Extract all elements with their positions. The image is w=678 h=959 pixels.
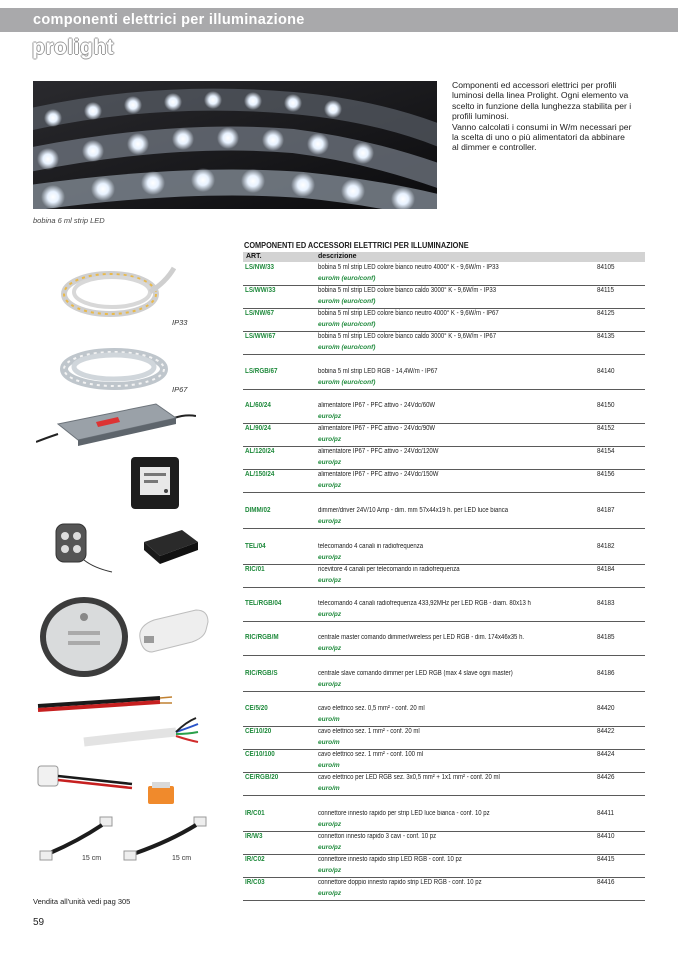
price-unit: euro/pz: [318, 611, 342, 618]
item-number: 84125: [597, 310, 615, 317]
price-unit: euro/pz: [318, 890, 342, 897]
column-header-art: ART.: [246, 253, 262, 260]
item-number: 84115: [597, 287, 615, 294]
column-header-description: descrizione: [318, 253, 357, 260]
price-unit: euro/m (euro/conf): [318, 344, 376, 351]
table-row: [243, 505, 645, 529]
description: cavo elettrico sez. 0,5 mm² - conf. 20 ml: [318, 705, 425, 712]
item-number: 84182: [597, 543, 615, 550]
table-row: [243, 400, 645, 424]
price-unit: euro/pz: [318, 577, 342, 584]
price-unit: euro/pz: [318, 413, 342, 420]
hero-caption: bobina 6 ml strip LED: [33, 216, 105, 225]
item-number: 84184: [597, 566, 615, 573]
table-row: [243, 446, 645, 470]
footer-note: Vendita all'unità vedi pag 305: [33, 897, 131, 906]
article-code: CE/5/20: [245, 705, 268, 712]
intro-paragraph-1: Componenti ed accessori elettrici per profili luminosi della linea Prolight. Ogni elemento va scelto in funzione della lunghezza stabilita per i profili luminosi.: [452, 80, 632, 122]
description: alimentatore IP67 - PFC attivo - 24Vdc/60W: [318, 402, 436, 409]
article-code: AL/150/24: [245, 471, 275, 478]
receiver-image: [140, 526, 202, 571]
price-unit: euro/pz: [318, 482, 342, 489]
table-row: [243, 262, 645, 286]
brand-name: prolight: [32, 36, 115, 59]
item-number: 84424: [597, 751, 615, 758]
article-code: IR/C01: [245, 810, 265, 817]
quick-connector-image: [36, 760, 186, 815]
description: telecomando 4 canali in radiofrequenza: [318, 543, 424, 550]
item-number: 84410: [597, 833, 615, 840]
article-code: LS/NW/67: [245, 310, 275, 317]
item-number: 84135: [597, 333, 615, 340]
length-label-2: 15 cm: [172, 855, 192, 862]
description: connettore doppio innesto rapido strip LED RGB - conf. 10 pz: [318, 879, 482, 886]
item-number: 84186: [597, 670, 615, 677]
table-row: [243, 772, 645, 796]
table-row: [243, 726, 645, 750]
item-number: 84422: [597, 728, 615, 735]
description: bobina 5 ml strip LED colore bianco caldo 3000° K - 9,6W/m - IP67: [318, 333, 497, 340]
article-code: AL/60/24: [245, 402, 271, 409]
article-code: CE/10/100: [245, 751, 275, 758]
remote-control-image: [54, 522, 114, 579]
intro-paragraph-2: Vanno calcolati i consumi in W/m necessari per la scelta di uno o più alimentatori da abbinare al dimmer e controller.: [452, 121, 632, 153]
article-code: RIC/01: [245, 566, 265, 573]
power-supply-image: [36, 400, 196, 455]
item-number: 84426: [597, 774, 615, 781]
description: bobina 5 ml strip LED colore bianco neutro 4000° K - 9,6W/m - IP67: [318, 310, 499, 317]
article-code: AL/120/24: [245, 448, 275, 455]
table-row: [243, 598, 645, 622]
table-row: [243, 285, 645, 309]
article-code: LS/RGB/67: [245, 368, 278, 375]
description: cavo elettrico sez. 1 mm² - conf. 20 ml: [318, 728, 420, 735]
description: telecomando 4 canali radiofrequenza 433,92MHz per LED RGB - diam. 80x13 h: [318, 600, 531, 607]
item-number: 84411: [597, 810, 615, 817]
price-unit: euro/pz: [318, 867, 342, 874]
description: alimentatore IP67 - PFC attivo - 24Vdc/150W: [318, 471, 439, 478]
description: bobina 5 ml strip LED colore bianco neutro 4000° K - 9,6W/m - IP33: [318, 264, 499, 271]
article-code: LS/WW/67: [245, 333, 276, 340]
price-unit: euro/m: [318, 762, 340, 769]
article-code: LS/NW/33: [245, 264, 275, 271]
table-row: [243, 668, 645, 692]
connector-cable-15cm-2-image: [120, 815, 210, 870]
price-unit: euro/pz: [318, 518, 342, 525]
label-ip67: IP67: [172, 385, 188, 394]
hero-photo-led-strip: [33, 81, 437, 209]
article-code: IR/W3: [245, 833, 263, 840]
item-number: 84105: [597, 264, 615, 271]
item-number: 84185: [597, 634, 615, 641]
price-unit: euro/m (euro/conf): [318, 298, 376, 305]
table-row: [243, 308, 645, 332]
description: dimmer/driver 24V/10 Amp - dim. mm 57x44x19 h. per LED luce bianca: [318, 507, 509, 514]
table-row: [243, 854, 645, 878]
article-code: RIC/RGB/M: [245, 634, 279, 641]
table-row: [243, 703, 645, 727]
price-unit: euro/pz: [318, 821, 342, 828]
price-unit: euro/pz: [318, 459, 342, 466]
page-number: 59: [33, 917, 45, 928]
price-unit: euro/pz: [318, 681, 342, 688]
price-unit: euro/m: [318, 739, 340, 746]
description: alimentatore IP67 - PFC attivo - 24Vdc/120W: [318, 448, 439, 455]
table-title: COMPONENTI ED ACCESSORI ELETTRICI PER ILLUMINAZIONE: [244, 241, 469, 250]
item-number: 84420: [597, 705, 615, 712]
article-code: TEL/RGB/04: [245, 600, 282, 607]
description: connettore innesto rapido strip LED RGB - conf. 10 pz: [318, 856, 462, 863]
article-code: LS/WW/33: [245, 287, 276, 294]
article-code: AL/90/24: [245, 425, 271, 432]
table-row: [243, 808, 645, 832]
length-label-1: 15 cm: [82, 855, 102, 862]
led-coil-ip33-image: [58, 262, 176, 327]
price-unit: euro/pz: [318, 645, 342, 652]
item-number: 84183: [597, 600, 615, 607]
item-number: 84187: [597, 507, 615, 514]
item-number: 84154: [597, 448, 615, 455]
article-code: TEL/04: [245, 543, 266, 550]
description: alimentatore IP67 - PFC attivo - 24Vdc/90W: [318, 425, 436, 432]
article-code: CE/RGB/20: [245, 774, 279, 781]
price-unit: euro/m: [318, 716, 340, 723]
item-number: 84152: [597, 425, 615, 432]
article-code: IR/C02: [245, 856, 265, 863]
rgb-remote-round-image: [38, 595, 134, 684]
description: ricevitore 4 canali per telecomando in radiofrequenza: [318, 566, 460, 573]
price-unit: euro/m: [318, 785, 340, 792]
price-unit: euro/m (euro/conf): [318, 379, 376, 386]
price-unit: euro/pz: [318, 554, 342, 561]
article-code: RIC/RGB/S: [245, 670, 278, 677]
price-unit: euro/pz: [318, 436, 342, 443]
price-unit: euro/m (euro/conf): [318, 275, 376, 282]
rgb-master-unit-image: [134, 608, 212, 661]
table-header: [243, 252, 645, 262]
dimmer-driver-image: [128, 453, 182, 518]
intro-text: [452, 80, 632, 153]
table-row: [243, 749, 645, 773]
item-number: 84150: [597, 402, 615, 409]
table-row: [243, 831, 645, 855]
table-row: [243, 877, 645, 901]
table-row: [243, 331, 645, 355]
description: cavo elettrico per LED RGB sez. 3x0,5 mm² + 1x1 mm² - conf. 20 ml: [318, 774, 500, 781]
description: centrale slave comando dimmer per LED RGB (max 4 slave ogni master): [318, 670, 513, 677]
table-row: [243, 541, 645, 565]
item-number: 84156: [597, 471, 615, 478]
table-row: [243, 423, 645, 447]
connector-cable-15cm-1-image: [38, 815, 114, 870]
table-row: [243, 564, 645, 588]
description: bobina 5 ml strip LED colore bianco caldo 3000° K - 9,6W/m - IP33: [318, 287, 497, 294]
article-code: CE/10/20: [245, 728, 272, 735]
description: connettori innesto rapido 3 cavi - conf. 10 pz: [318, 833, 437, 840]
page-title: componenti elettrici per illuminazione: [33, 12, 305, 28]
description: bobina 5 ml strip LED RGB - 14,4W/m - IP67: [318, 368, 438, 375]
price-unit: euro/pz: [318, 844, 342, 851]
table-row: [243, 469, 645, 493]
description: centrale master comando dimmer/wireless per LED RGB - dim. 174x46x35 h.: [318, 634, 525, 641]
item-number: 84416: [597, 879, 615, 886]
table-row: [243, 632, 645, 656]
article-code: IR/C03: [245, 879, 265, 886]
article-code: DIMM/02: [245, 507, 271, 514]
item-number: 84140: [597, 368, 615, 375]
table-row: [243, 366, 645, 390]
led-coil-ip67-image: [58, 345, 176, 398]
description: connettore innesto rapido per strip LED luce bianca - conf. 10 pz: [318, 810, 490, 817]
price-unit: euro/m (euro/conf): [318, 321, 376, 328]
label-ip33: IP33: [172, 318, 188, 327]
item-number: 84415: [597, 856, 615, 863]
electric-cable-image: [36, 692, 202, 757]
description: cavo elettrico sez. 1 mm² - conf. 100 ml: [318, 751, 424, 758]
